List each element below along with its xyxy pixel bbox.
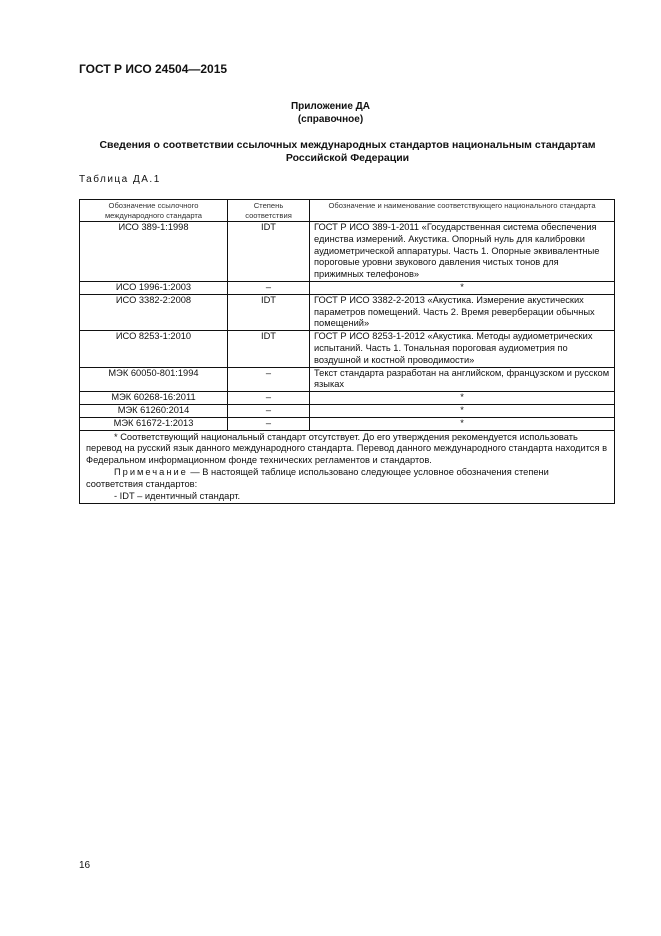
- header-ref-standard: Обозначение ссылочного международного стандарта: [80, 200, 228, 222]
- table-row: [80, 281, 615, 294]
- ref-cell: ИСО 1996-1:2003: [80, 281, 228, 294]
- degree-cell: IDT: [228, 222, 310, 282]
- national-cell: ГОСТ Р ИСО 3382-2-2013 «Акустика. Измерение акустических параметров помещений. Часть 2. Время реверберации обычных помещений»: [310, 294, 615, 330]
- document-code: ГОСТ Р ИСО 24504—2015: [79, 62, 228, 76]
- table-row: [80, 367, 615, 392]
- note-text: — В настоящей таблице использовано следующее условное обозначения степени соответствия стандартов:: [86, 466, 549, 489]
- header-degree: Степень соответствия: [228, 200, 310, 222]
- note-label: Примечание: [114, 466, 188, 477]
- table-row: [80, 404, 615, 417]
- ref-cell: ИСО 389-1:1998: [80, 222, 228, 282]
- table-notes: [80, 430, 615, 504]
- footnote: * Соответствующий национальный стандарт отсутствует. До его утверждения рекомендуется использовать перевод на русский язык данного международного стандарта. Перевод данного международного стандарта находится в Федеральном информационном фонде технических регламентов и стандартов.: [86, 431, 608, 466]
- national-cell: *: [310, 404, 615, 417]
- table-notes-row: [80, 430, 615, 504]
- section-title: Сведения о соответствии ссылочных международных стандартов национальным стандартам Российской Федерации: [99, 139, 596, 164]
- table-row: [80, 294, 615, 330]
- ref-cell: МЭК 60050-801:1994: [80, 367, 228, 392]
- ref-cell: ИСО 3382-2:2008: [80, 294, 228, 330]
- appendix-subtitle: (справочное): [297, 114, 364, 125]
- table-row: [80, 392, 615, 405]
- degree-cell: –: [228, 281, 310, 294]
- national-cell: Текст стандарта разработан на английском, французском и русском языках: [310, 367, 615, 392]
- table-row: [80, 331, 615, 367]
- national-cell: *: [310, 392, 615, 405]
- note: [86, 467, 608, 491]
- table-header-row: [80, 200, 615, 222]
- degree-cell: IDT: [228, 331, 310, 367]
- degree-cell: –: [228, 367, 310, 392]
- table-caption: Таблица ДА.1: [79, 174, 161, 185]
- note-item: - IDT – идентичный стандарт.: [114, 490, 241, 501]
- appendix-title: Приложение ДА: [290, 101, 371, 112]
- ref-cell: МЭК 61260:2014: [80, 404, 228, 417]
- national-cell: *: [310, 417, 615, 430]
- ref-cell: ИСО 8253-1:2010: [80, 331, 228, 367]
- ref-cell: МЭК 60268-16:2011: [80, 392, 228, 405]
- table-row: [80, 222, 615, 282]
- correspondence-table: [79, 199, 615, 504]
- table-row: [80, 417, 615, 430]
- degree-cell: –: [228, 404, 310, 417]
- national-cell: ГОСТ Р ИСО 8253-1-2012 «Акустика. Методы аудиометрических испытаний. Часть 1. Тональная пороговая аудиометрия по воздушной и костной проводимости»: [310, 331, 615, 367]
- national-cell: ГОСТ Р ИСО 389-1-2011 «Государственная система обеспечения единства измерений. Акустика. Опорный нуль для калибровки аудиометрической аппаратуры. Часть 1. Опорные эквивалентные пороговые уровни звукового давления чистых тонов для прижимных телефонов»: [310, 222, 615, 282]
- header-national-standard: Обозначение и наименование соответствующего национального стандарта: [310, 200, 615, 222]
- ref-cell: МЭК 61672-1:2013: [80, 417, 228, 430]
- degree-cell: –: [228, 417, 310, 430]
- degree-cell: IDT: [228, 294, 310, 330]
- degree-cell: –: [228, 392, 310, 405]
- national-cell: *: [310, 281, 615, 294]
- page-number: 16: [79, 860, 91, 871]
